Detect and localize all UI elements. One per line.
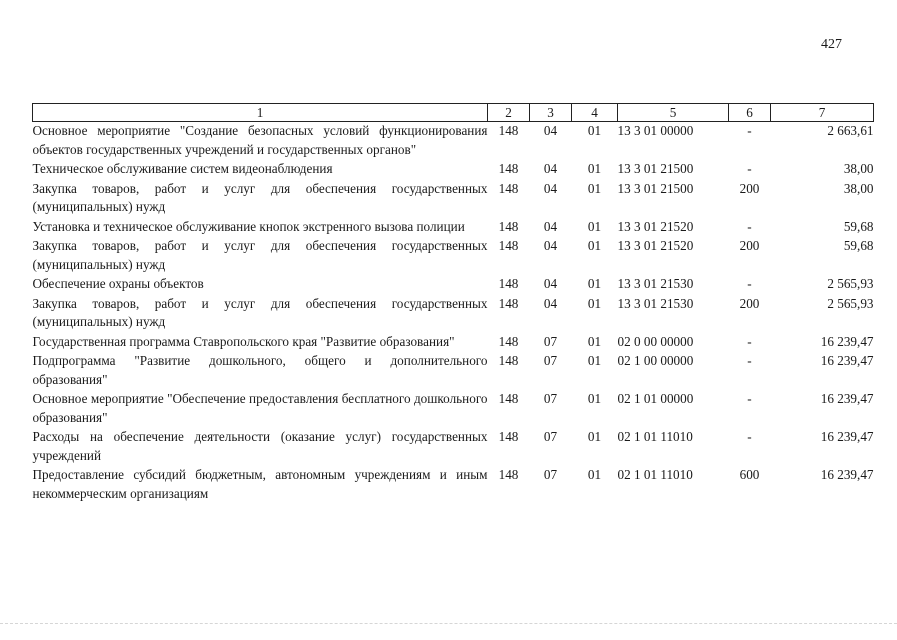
row-section: 04 [543,123,558,138]
row-expense-type: - [747,218,752,234]
row-target-article: 02 1 00 00000 [617,353,694,368]
row-admin-code: 148 [498,467,519,482]
row-admin-code: 148 [498,333,519,349]
row-expense-type: 200 [739,238,760,253]
row-section: 04 [543,238,558,253]
row-name: Закупка товаров, работ и услуг для обеспечения государственных (муниципальных) нужд [32,180,488,214]
row-target-article: 13 3 01 21500 [617,180,694,196]
row-name: Расходы на обеспечение деятельности (оказание услуг) государственных учреждений [32,429,488,463]
row-target-article: 02 1 01 11010 [617,467,693,482]
row-subsection: 01 [587,161,602,176]
row-amount: 16 239,47 [820,333,874,349]
row-name: Государственная программа Ставропольского края "Развитие образования" [32,333,455,349]
row-target-article: 02 1 01 11010 [617,429,693,444]
table-row [33,275,874,295]
table-row [33,352,874,390]
row-amount: 16 239,47 [820,467,874,482]
row-target-article: 02 1 01 00000 [617,391,694,406]
row-subsection: 01 [587,467,602,482]
row-amount: 59,68 [843,238,874,253]
row-expense-type: 600 [739,467,760,482]
row-amount: 59,68 [843,218,874,234]
row-expense-type: 200 [739,180,760,196]
row-subsection: 01 [587,238,602,253]
row-target-article: 13 3 01 21520 [617,218,694,234]
header-col-7: 7 [771,104,874,122]
row-amount: 16 239,47 [820,391,874,406]
row-section: 07 [543,391,558,406]
row-name: Основное мероприятие "Создание безопасных условий функционирования объектов государственных учреждений и государственных органов" [32,123,488,157]
row-section: 04 [543,276,558,291]
header-col-2: 2 [488,104,530,122]
header-col-4: 4 [572,104,618,122]
row-admin-code: 148 [498,238,519,253]
row-admin-code: 148 [498,161,519,176]
row-expense-type: - [747,123,752,138]
row-admin-code: 148 [498,123,519,138]
row-name: Техническое обслуживание систем видеонаблюдения [32,161,333,176]
row-admin-code: 148 [498,218,519,234]
row-target-article: 13 3 01 21500 [617,161,694,176]
row-amount: 16 239,47 [820,429,874,444]
table-row [33,237,874,275]
row-section: 04 [543,295,558,311]
row-section: 07 [543,429,558,444]
table-row [33,295,874,333]
row-subsection: 01 [587,429,602,444]
row-admin-code: 148 [498,295,519,311]
budget-table [32,103,874,504]
row-subsection: 01 [587,333,602,349]
row-admin-code: 148 [498,429,519,444]
table-row [33,180,874,218]
row-section: 07 [543,353,558,368]
scan-artifact-line [0,623,897,625]
row-expense-type: - [747,429,752,444]
row-subsection: 01 [587,276,602,291]
row-name: Основное мероприятие "Обеспечение предоставления бесплатного дошкольного образования" [32,391,488,425]
row-expense-type: - [747,391,752,406]
row-subsection: 01 [587,123,602,138]
header-col-3: 3 [530,104,572,122]
row-name: Предоставление субсидий бюджетным, автономным учреждениям и иным некоммерческим организациям [32,467,488,501]
row-section: 04 [543,161,558,176]
table-row [33,218,874,238]
row-name: Закупка товаров, работ и услуг для обеспечения государственных (муниципальных) нужд [32,238,488,272]
header-col-5: 5 [618,104,729,122]
row-target-article: 13 3 01 21530 [617,276,694,291]
table-row [33,390,874,428]
page-number: 427 [821,37,842,52]
row-amount: 2 565,93 [827,295,874,311]
row-expense-type: - [747,161,752,176]
table-row [33,428,874,466]
row-subsection: 01 [587,295,602,311]
row-admin-code: 148 [498,180,519,196]
row-name: Обеспечение охраны объектов [32,276,204,291]
row-name: Подпрограмма "Развитие дошкольного, общего и дополнительного образования" [32,353,488,387]
row-amount: 38,00 [843,161,874,176]
row-amount: 2 663,61 [827,123,874,138]
row-expense-type: - [747,353,752,368]
table-row [33,466,874,504]
row-name: Закупка товаров, работ и услуг для обеспечения государственных (муниципальных) нужд [32,295,488,329]
row-subsection: 01 [587,180,602,196]
row-section: 07 [543,467,558,482]
row-section: 04 [543,180,558,196]
row-admin-code: 148 [498,391,519,406]
row-target-article: 13 3 01 21530 [617,295,694,311]
row-amount: 2 565,93 [827,276,874,291]
row-expense-type: 200 [739,295,760,311]
row-admin-code: 148 [498,276,519,291]
row-amount: 16 239,47 [820,353,874,368]
row-target-article: 13 3 01 21520 [617,238,694,253]
row-section: 04 [543,218,558,234]
table-row [33,122,874,161]
row-target-article: 02 0 00 00000 [617,333,694,349]
header-row [33,104,874,122]
row-admin-code: 148 [498,353,519,368]
row-amount: 38,00 [843,180,874,196]
table-row [33,160,874,180]
row-name: Установка и техническое обслуживание кнопок экстренного вызова полиции [32,218,465,234]
row-expense-type: - [747,276,752,291]
table-body [33,122,874,505]
header-col-1: 1 [33,104,488,122]
row-subsection: 01 [587,391,602,406]
row-subsection: 01 [587,353,602,368]
row-target-article: 13 3 01 00000 [617,123,694,138]
row-subsection: 01 [587,218,602,234]
row-expense-type: - [747,333,752,349]
row-section: 07 [543,333,558,349]
table-row [33,333,874,353]
header-col-6: 6 [729,104,771,122]
